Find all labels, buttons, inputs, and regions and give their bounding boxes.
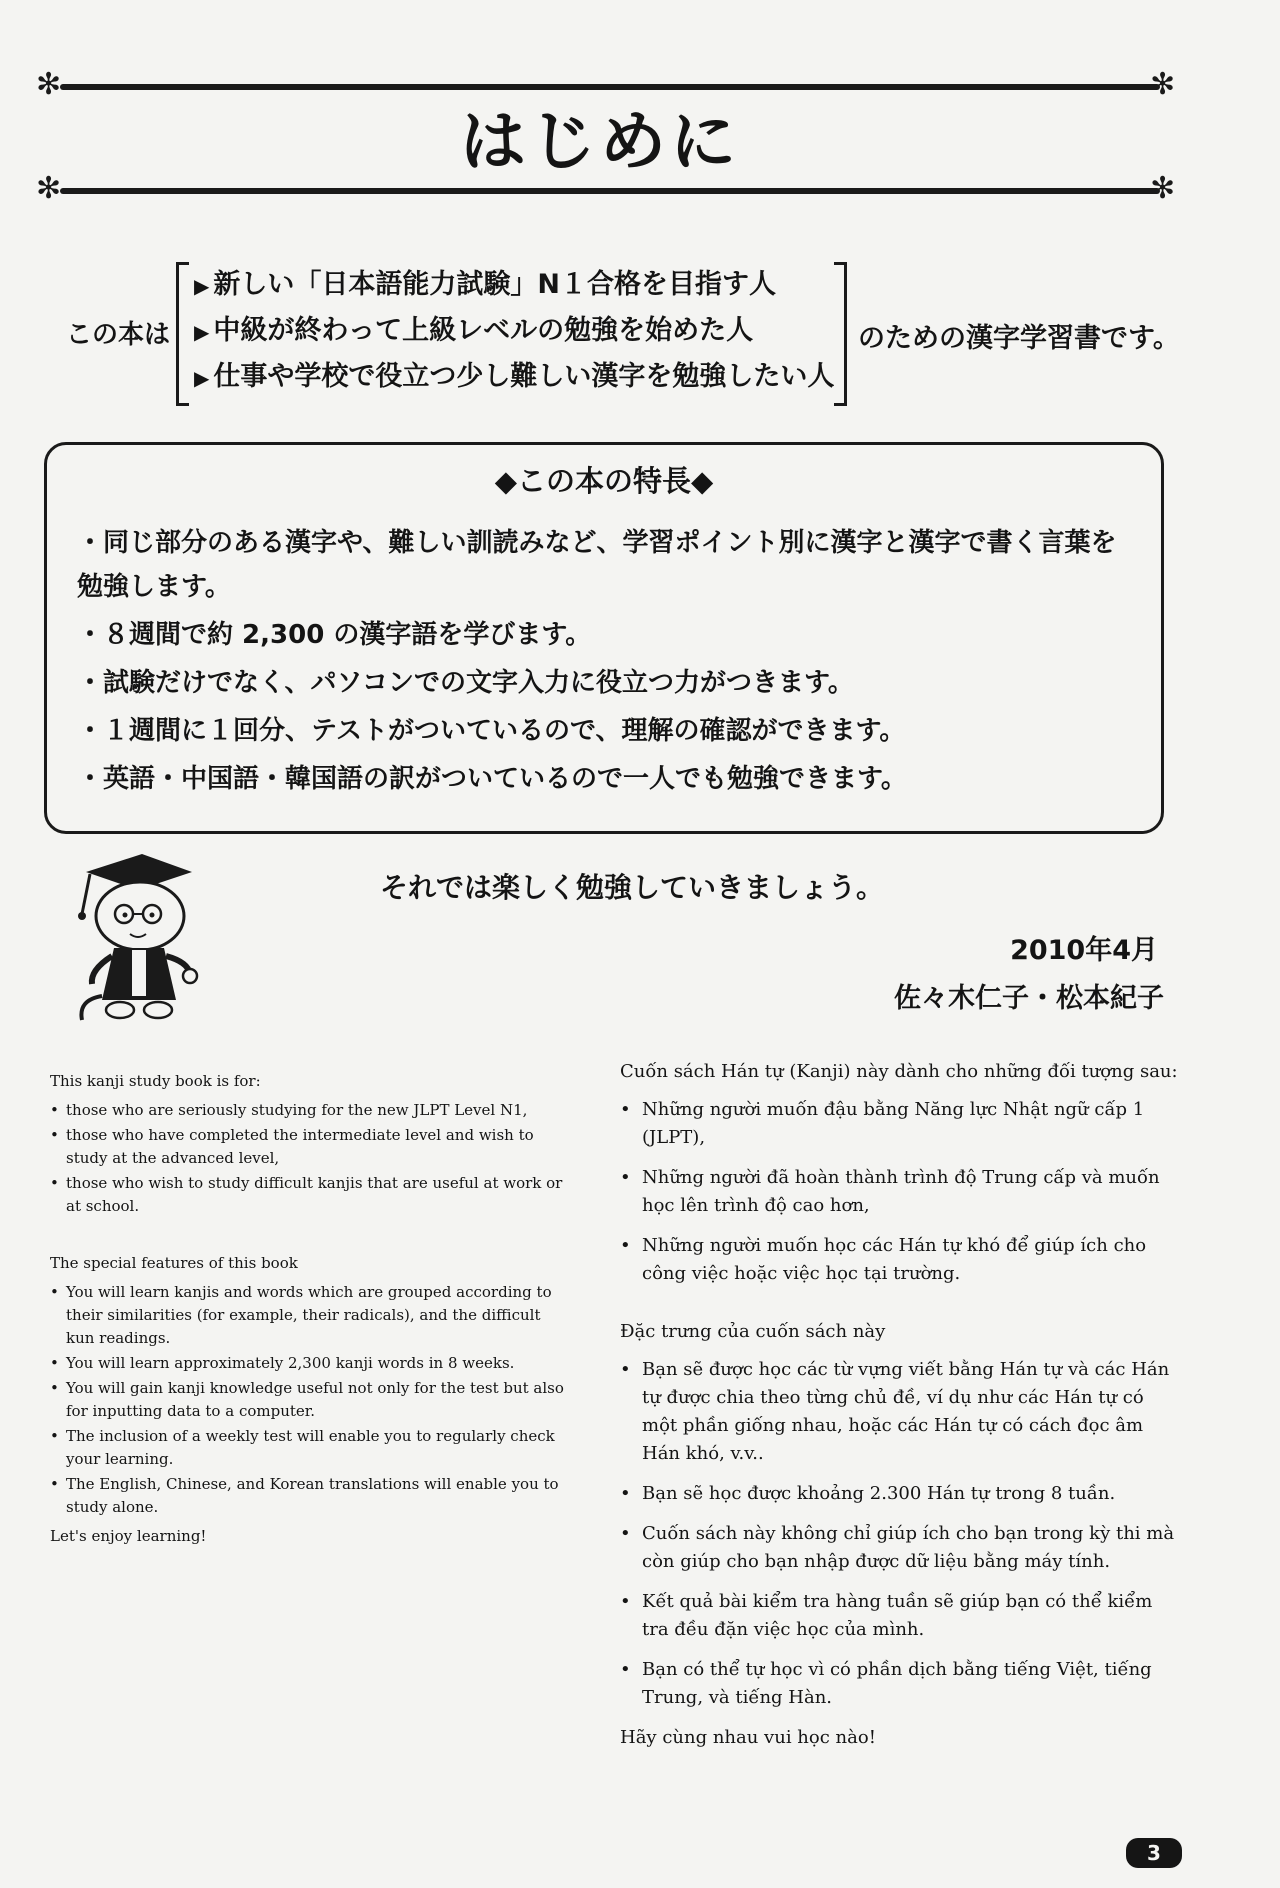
features-title: ◆この本の特長◆: [494, 464, 714, 498]
list-item: • Bạn sẽ được học các từ vựng viết bằng Hán tự và các Hán tự được chia theo từng chủ đề, ví dụ như các Hán tự có một phần giống nhau, hoặc các Hán tự có cách đọc âm Hán khó, v.v..: [620, 1356, 1180, 1468]
bracket-right: [834, 262, 847, 406]
audience-list: [194, 262, 834, 400]
star-ornament-icon: ✻: [1150, 67, 1176, 102]
page-title: はじめに: [460, 103, 740, 180]
list-item: • Cuốn sách này không chỉ giúp ích cho bạn trong kỳ thi mà còn giúp cho bạn nhập được dữ liệu bằng máy tính.: [620, 1520, 1180, 1576]
list-item: • Bạn sẽ học được khoảng 2.300 Hán tự trong 8 tuần.: [620, 1480, 1180, 1508]
list-item: • The English, Chinese, and Korean translations will enable you to study alone.: [50, 1473, 570, 1519]
feature-item: ・英語・中国語・韓国語の訳がついているので一人でも勉強できます。: [77, 764, 907, 794]
list-item: • those who are seriously studying for the new JLPT Level N1,: [50, 1099, 570, 1122]
list-item: • Kết quả bài kiểm tra hàng tuần sẽ giúp bạn có thể kiểm tra đều đặn việc học của mình.: [620, 1588, 1180, 1644]
cat-mascot-illustration: [72, 850, 202, 1030]
star-ornament-icon: ✻: [1150, 171, 1176, 206]
vietnamese-heading-features: Đặc trưng của cuốn sách này: [620, 1321, 886, 1342]
list-item: • You will learn kanjis and words which are grouped according to their similarities (for example, their radicals), and the difficult kun readings.: [50, 1281, 570, 1350]
list-item: • those who wish to study difficult kanjis that are useful at work or at school.: [50, 1172, 570, 1218]
feature-item: ・試験だけでなく、パソコンでの文字入力に役立つ力がつきます。: [77, 668, 854, 698]
english-features-list: [50, 1281, 570, 1519]
bracket-left: [176, 262, 189, 406]
list-item: • You will gain kanji knowledge useful not only for the test but also for inputting data to a computer.: [50, 1377, 570, 1423]
audience-item: [194, 308, 834, 354]
title-rule-top: [60, 84, 1160, 90]
list-item: • Bạn có thể tự học vì có phần dịch bằng tiếng Việt, tiếng Trung, và tiếng Hàn.: [620, 1656, 1180, 1712]
closing-message: それでは楽しく勉強していきましょう。: [380, 871, 885, 904]
vietnamese-audience-list: [620, 1096, 1180, 1288]
authors: 佐々木仁子・松本紀子: [894, 983, 1164, 1014]
audience-item-text: 新しい「日本語能力試験」N１合格を目指す人: [213, 269, 776, 300]
triangle-bullet-icon: ▶: [194, 366, 210, 390]
page-number: 3: [1126, 1838, 1182, 1868]
list-item: • You will learn approximately 2,300 kanji words in 8 weeks.: [50, 1352, 570, 1375]
audience-item-text: 仕事や学校で役立つ少し難しい漢字を勉強したい人: [213, 361, 835, 392]
english-closing: Let's enjoy learning!: [50, 1527, 207, 1545]
intro-prefix: この本は: [66, 320, 171, 350]
audience-item: [194, 262, 834, 308]
triangle-bullet-icon: ▶: [194, 320, 210, 344]
title-rule-bottom: [60, 188, 1160, 194]
english-column: [50, 1070, 570, 1548]
feature-item: ・８週間で約 2,300 の漢字語を学びます。: [77, 620, 592, 650]
vietnamese-closing: Hãy cùng nhau vui học nào!: [620, 1727, 876, 1748]
features-list: [77, 521, 1137, 805]
feature-item: ・同じ部分のある漢字や、難しい訓読みなど、学習ポイント別に漢字と漢字で書く言葉を勉強します。: [77, 528, 1117, 602]
vietnamese-features-list: [620, 1356, 1180, 1712]
list-item: • The inclusion of a weekly test will enable you to regularly check your learning.: [50, 1425, 570, 1471]
triangle-bullet-icon: ▶: [194, 274, 210, 298]
list-item: • Những người đã hoàn thành trình độ Trung cấp và muốn học lên trình độ cao hơn,: [620, 1164, 1180, 1220]
vietnamese-heading-audience: Cuốn sách Hán tự (Kanji) này dành cho những đối tượng sau:: [620, 1061, 1178, 1082]
audience-item: [194, 354, 834, 400]
list-item: • those who have completed the intermediate level and wish to study at the advanced level,: [50, 1124, 570, 1170]
star-ornament-icon: ✻: [36, 171, 62, 206]
vietnamese-column: [620, 1058, 1180, 1752]
list-item: • Những người muốn học các Hán tự khó để giúp ích cho công việc hoặc việc học tại trường.: [620, 1232, 1180, 1288]
intro-suffix: のための漢字学習書です。: [858, 323, 1180, 354]
list-item: • Những người muốn đậu bằng Năng lực Nhật ngữ cấp 1 (JLPT),: [620, 1096, 1180, 1152]
features-box: [44, 442, 1164, 834]
publication-date: 2010年4月: [1010, 935, 1158, 966]
audience-item-text: 中級が終わって上級レベルの勉強を始めた人: [213, 315, 754, 346]
star-ornament-icon: ✻: [36, 67, 62, 102]
english-audience-list: [50, 1099, 570, 1218]
feature-item: ・１週間に１回分、テストがついているので、理解の確認ができます。: [77, 716, 906, 746]
english-heading-audience: This kanji study book is for:: [50, 1072, 261, 1090]
english-heading-features: The special features of this book: [50, 1254, 298, 1272]
